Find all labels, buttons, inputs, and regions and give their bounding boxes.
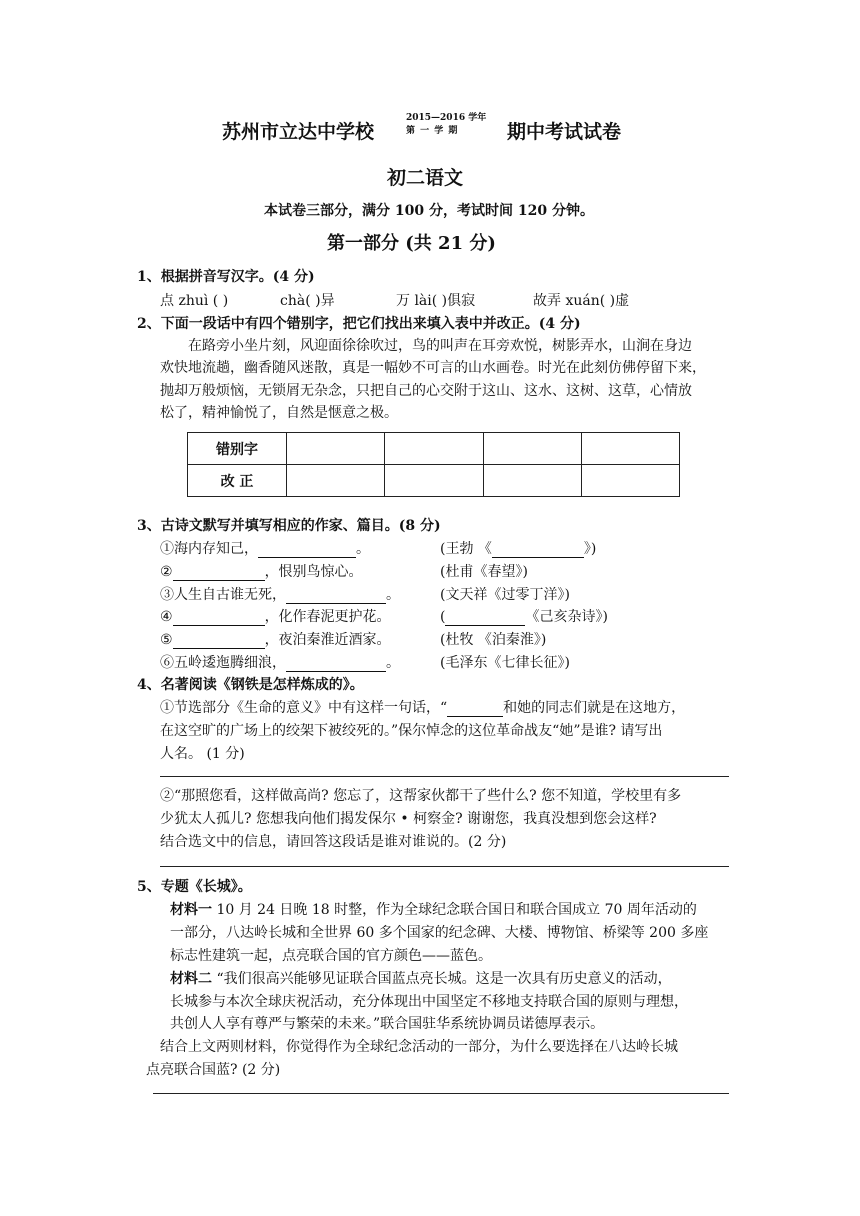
q1-item-1: 点 zhuì ( ) — [160, 293, 229, 309]
q4-p2-line-3: 结合选文中的信息，请回答这段话是谁对谁说的。(2 分) — [160, 834, 507, 850]
table-cell[interactable] — [581, 465, 679, 497]
q5-m1-line-2: 一部分，八达岭长城和全世界 60 多个国家的纪念碑、大楼、博物馆、桥梁等 200 多座 — [170, 925, 709, 941]
q5-question-line-2: 点亮联合国蓝? (2 分) — [146, 1062, 281, 1078]
school-year: 2015—2016 学年 — [406, 113, 487, 123]
poem-source-5: (杜牧 《泊秦淮》) — [440, 632, 547, 648]
q2-line-4: 松了，精神愉悦了，自然是惬意之极。 — [160, 405, 398, 421]
q4-p2-line-1: ②“那照您看，这样做高尚? 您忘了，这帮家伙都干了些什么? 您不知道，学校里有多 — [160, 788, 682, 804]
q2-line-2: 欢快地流趟，幽香随风迷散，真是一幅妙不可言的山水画卷。时光在此刻仿佛停留下来， — [160, 360, 706, 376]
exam-name: 期中考试试卷 — [507, 121, 622, 143]
subject-title: 初二语文 — [387, 167, 464, 189]
poem-source-1: (王勃 《 》) — [440, 541, 597, 557]
q2-line-1: 在路旁小坐片刻，风迎面徐徐吹过，鸟的叫声在耳旁欢悦，树影弄水，山涧在身边 — [188, 338, 692, 354]
q5-question-line-1: 结合上文两则材料，你觉得作为全球纪念活动的一部分，为什么要选择在八达岭长城 — [160, 1039, 678, 1055]
poem-row-6: ⑥五岭逶迤腾细浪， 。 — [160, 655, 400, 671]
table-label-correct: 改 正 — [188, 465, 287, 497]
q5-m1-line-3: 标志性建筑一起，点亮联合国的官方颜色——蓝色。 — [170, 948, 492, 964]
q4-title: 4、名著阅读《钢铁是怎样炼成的》。 — [137, 677, 364, 693]
q5-title: 5、专题《长城》。 — [137, 879, 252, 895]
poem-source-6: (毛泽东《七律长征》) — [440, 655, 570, 671]
q5-m1-line-1: 材料一 10 月 24 日晚 18 时整，作为全球纪念联合国日和联合国成立 70 周年活动的 — [170, 902, 697, 918]
q5-m2-line-2: 长城参与本次全球庆祝活动，充分体现出中国坚定不移地支持联合国的原则与理想， — [170, 994, 688, 1010]
table-cell[interactable] — [581, 433, 679, 465]
poem-source-2: (杜甫《春望》) — [440, 564, 528, 580]
poem-row-5: ⑤ ，夜泊秦淮近酒家。 — [160, 632, 391, 648]
q1-item-2: chà( )异 — [280, 293, 335, 309]
q5-m2-line-3: 共创人人享有尊严与繁荣的未来。”联合国驻华系统协调员诺德厚表示。 — [170, 1016, 605, 1032]
table-cell[interactable] — [483, 465, 581, 497]
q1-item-4: 故弄 xuán( )虚 — [533, 293, 630, 309]
q4-p2-line-2: 少犹太人孤儿? 您想我向他们揭发保尔 • 柯察金? 谢谢您，我真没想到您会这样? — [160, 811, 657, 827]
school-name: 苏州市立达中学校 — [222, 121, 375, 143]
q5-m2-line-1: 材料二 “我们很高兴能够见证联合国蓝点亮长城。这是一次具有历史意义的活动， — [170, 971, 672, 987]
table-cell[interactable] — [483, 433, 581, 465]
table-cell[interactable] — [287, 433, 385, 465]
poem-row-3: ③人生自古谁无死， 。 — [160, 587, 400, 603]
table-cell[interactable] — [385, 465, 483, 497]
correction-table — [187, 432, 680, 497]
q2-line-3: 抛却万般烦恼，无锁屑无杂念，只把自己的心交附于这山、这水、这树、这草，心情放 — [160, 383, 692, 399]
q1-item-3: 万 lài( )俱寂 — [396, 293, 476, 309]
part-title: 第一部分 (共 21 分) — [327, 233, 496, 254]
q2-title: 2、下面一段话中有四个错别字，把它们找出来填入表中并改正。(4 分) — [137, 316, 581, 332]
poem-row-4: ④ ，化作春泥更护花。 — [160, 609, 391, 625]
exam-note: 本试卷三部分，满分 100 分，考试时间 120 分钟。 — [264, 203, 594, 219]
term: 第 一 学 期 — [406, 126, 459, 136]
q4-p1-line-1: ①节选部分《生命的意义》中有这样一句话，“ 和她的同志们就是在这地方， — [160, 700, 686, 716]
answer-line[interactable] — [160, 866, 729, 867]
table-cell[interactable] — [287, 465, 385, 497]
poem-source-3: (文天祥《过零丁洋》) — [440, 587, 570, 603]
answer-line[interactable] — [153, 1093, 729, 1094]
table-label-wrong: 错别字 — [188, 433, 287, 465]
q4-p1-line-2: 在这空旷的广场上的绞架下被绞死的。”保尔悼念的这位革命战友“她”是谁? 请写出 — [160, 723, 663, 739]
q4-p1-line-3: 人名。 (1 分) — [160, 746, 245, 762]
poem-row-2: ② ，恨别鸟惊心。 — [160, 564, 363, 580]
answer-line[interactable] — [160, 776, 729, 777]
poem-row-1: ①海内存知己， 。 — [160, 541, 370, 557]
q1-title: 1、根据拼音写汉字。(4 分) — [137, 269, 315, 285]
poem-source-4: ( 《己亥杂诗》) — [440, 609, 608, 625]
table-cell[interactable] — [385, 433, 483, 465]
q3-title: 3、古诗文默写并填写相应的作家、篇目。(8 分) — [137, 518, 441, 534]
